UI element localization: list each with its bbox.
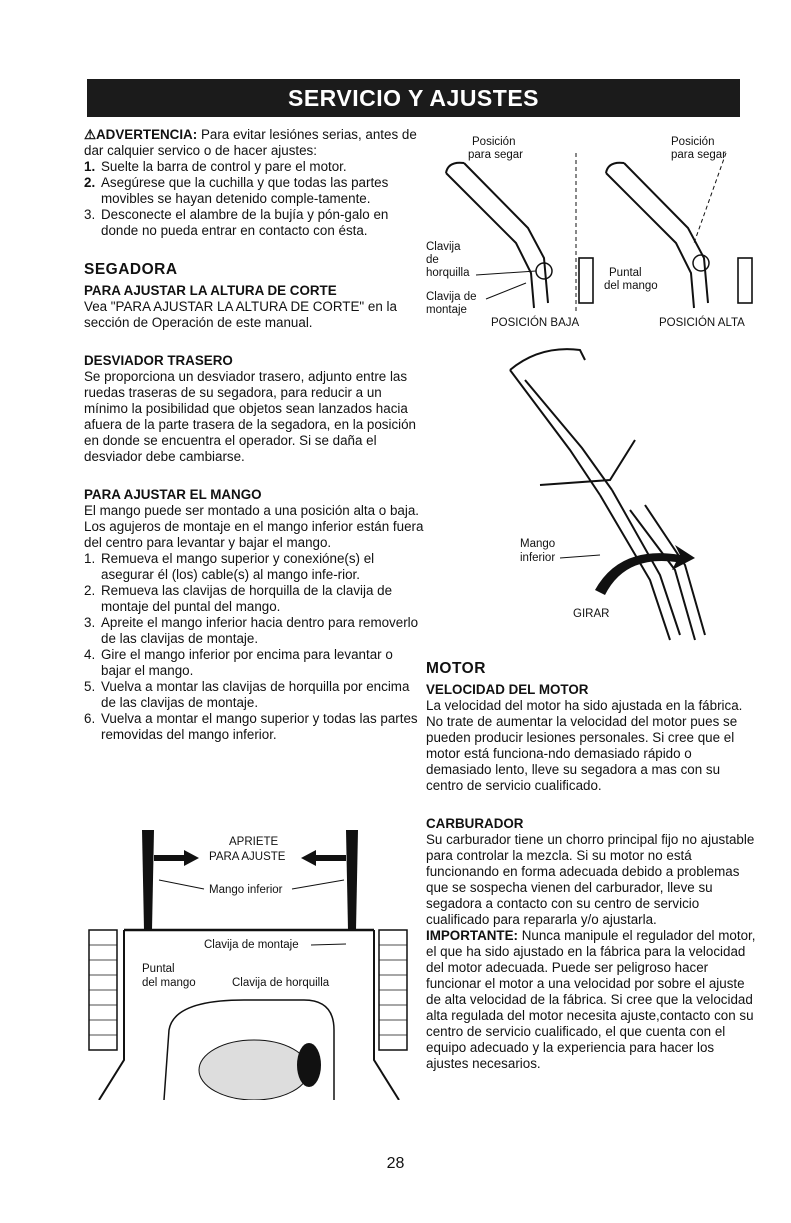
list-item: 1. Remueva el mango superior y conexióne(s) el asegurar él (los) cable(s) al mango infe-rior. (84, 551, 375, 582)
warning-intro: Para evitar lesiónes serias, antes de dar calquier servico o de hacer ajustes: (84, 127, 417, 158)
inferior-label: inferior (520, 552, 556, 564)
puntal-1: Puntal (609, 267, 642, 279)
mango-text: El mango puede ser montado a una posición alta o baja. Los agujeros de montaje en el mango inferior están fuera del centro para levantar y bajar el mango. (84, 503, 424, 550)
list-item: 2. Asegúrese que la cuchilla y que todas las partes movibles se hayan detenido comple-tamente. (84, 175, 389, 206)
velocidad-heading: VELOCIDAD DEL MOTOR (426, 682, 589, 697)
importante-text: Nunca manipule el regulador del motor, el que ha sido ajustado en la fábrica para la velocidad del motor adecuada. Puede ser peligroso hacer funcionar el motor a una velocidad por sobre el ajuste de alta velocidad de la fábrica. Si cree que la velocidad alta regulada del motor necesita ajuste,contacto con su centro de servicio cualificado, el que cuenta con el equipo adecuado y la experiencia para hacer los ajustes necesarios. (426, 928, 756, 1071)
apriete-2: PARA AJUSTE (209, 851, 286, 863)
list-item: 5. Vuelva a montar las clavijas de horquilla por encima de las clavijas de montaje. (84, 679, 410, 710)
list-item: 3. Apreite el mango inferior hacia dentro para removerlo de las clavijas de montaje. (84, 615, 419, 646)
right-column (426, 660, 756, 1072)
section-banner: SERVICIO Y AJUSTES (87, 79, 740, 117)
page-number: 28 (386, 1155, 405, 1172)
clavija-montaje: Clavija de montaje (204, 939, 299, 951)
importante-paragraph (426, 928, 756, 1072)
carburador-text: Su carburador tiene un chorro principal fijo no ajustable para controlar la mezcla. Si su motor no está funcionando en forma adecuada debido a problemas que se sospecha vienen del carburador, lleve su segadora a contacto con su centro de servicio cualificado para repararla y/o ajustarla. (426, 832, 755, 927)
posicion-baja: POSICIÓN BAJA (491, 317, 580, 329)
squeeze-handle-figure (84, 820, 414, 1100)
pos-label-high-1: Posición (671, 136, 715, 148)
list-item: 1. Suelte la barra de control y pare el motor. (84, 159, 347, 174)
velocidad-text: La velocidad del motor ha sido ajustada en la fábrica. No trate de aumentar la velocidad del motor pues se pueden producir lesiones personales. Si cree que el motor está funciona-ndo demasiado rápido o demasiado lento, lleve su segadora a mas con su centro de servicio cualificado. (426, 698, 743, 793)
warning-icon: ⚠ (84, 127, 97, 142)
mango-label: Mango (520, 538, 556, 550)
warning-steps (84, 159, 424, 239)
motor-heading: MOTOR (426, 660, 486, 677)
pos-label-low-2: para segar (468, 149, 523, 161)
handle-position-figure (426, 133, 761, 333)
mango-inferior: Mango inferior (209, 884, 283, 896)
mango-steps (84, 551, 424, 743)
desviador-heading: DESVIADOR TRASERO (84, 353, 233, 368)
list-item: 4. Gire el mango inferior por encima para levantar o bajar el mango. (84, 647, 393, 678)
list-item: 3. Desconecte el alambre de la bujía y pón-galo en donde no pueda entrar en contacto con ésta. (84, 207, 389, 238)
rotate-handle-figure (500, 340, 740, 650)
del-mango-label: del mango (142, 977, 196, 989)
mango-heading: PARA AJUSTAR EL MANGO (84, 487, 262, 502)
list-item: 6. Vuelva a montar el mango superior y todas las partes removidas del mango inferior. (84, 711, 418, 742)
puntal-2: del mango (604, 280, 658, 292)
girar-label: GIRAR (573, 608, 610, 620)
pos-label-high-2: para segar (671, 149, 726, 161)
left-column (84, 127, 424, 743)
posicion-alta: POSICIÓN ALTA (659, 317, 745, 329)
clavija-horquilla-3: horquilla (426, 267, 470, 279)
clavija-horquilla-2: de (426, 254, 439, 266)
pos-label-low-1: Posición (472, 136, 516, 148)
list-item: 2. Remueva las clavijas de horquilla de la clavija de montaje del puntal del mango. (84, 583, 393, 614)
altura-heading: PARA AJUSTAR LA ALTURA DE CORTE (84, 283, 337, 298)
importante-label: IMPORTANTE: (426, 928, 518, 943)
altura-text: Vea "PARA AJUSTAR LA ALTURA DE CORTE" en la sección de Operación de este manual. (84, 299, 397, 330)
carburador-heading: CARBURADOR (426, 816, 524, 831)
clavija-horquilla-1: Clavija (426, 241, 461, 253)
puntal-label: Puntal (142, 963, 175, 975)
warning-paragraph (84, 127, 424, 159)
segadora-heading: SEGADORA (84, 261, 178, 278)
clavija-horquilla: Clavija de horquilla (232, 977, 330, 989)
warning-label: ADVERTENCIA: (96, 127, 198, 142)
desviador-text: Se proporciona un desviador trasero, adjunto entre las ruedas traseras de su segadora, para reducir a un mínimo la posibilidad que objetos sean lanzados hacia afuera de la parte trasera de la segadora, en la posición en donde se encuentra el operador. Si se daña el desviador debe cambiarse. (84, 369, 417, 464)
clavija-montaje-2: montaje (426, 304, 467, 316)
clavija-montaje-1: Clavija de (426, 291, 477, 303)
apriete-1: APRIETE (229, 836, 279, 848)
